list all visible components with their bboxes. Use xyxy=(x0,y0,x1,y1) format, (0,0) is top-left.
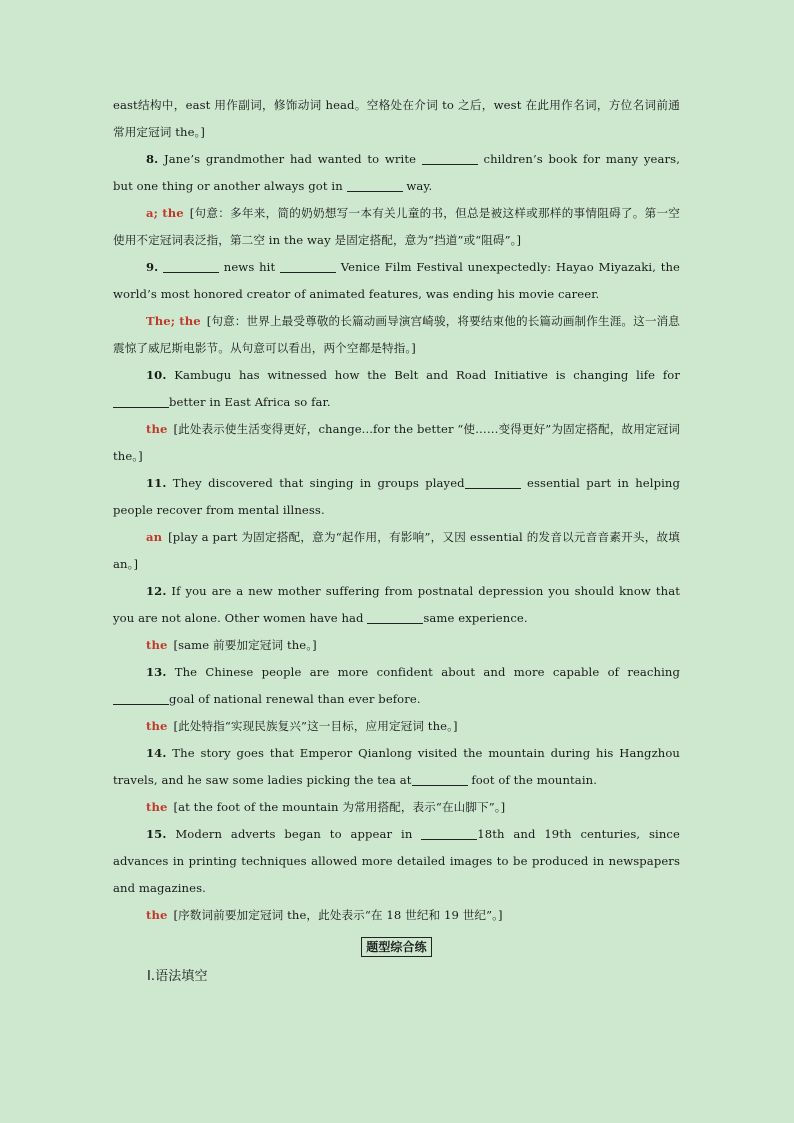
answer-note-continued xyxy=(113,92,680,146)
question-text: goal of national renewal than ever before. xyxy=(169,692,421,706)
subsection-title: Ⅰ.语法填空 xyxy=(147,969,208,984)
question-text: The story goes that Emperor Qianlong visited the mountain during his Hangzhou travels, and he saw some ladies picking the tea at xyxy=(113,746,680,787)
answer-explanation xyxy=(113,713,680,740)
question-number: 14. xyxy=(146,746,167,760)
explanation-text: [序数词前要加定冠词 the，此处表示“在 18 世纪和 19 世纪”。] xyxy=(173,908,503,922)
answer-key: the xyxy=(146,800,168,814)
answer-blank[interactable] xyxy=(280,259,336,273)
answer-blank[interactable] xyxy=(367,610,423,624)
answer-blank[interactable] xyxy=(113,691,169,705)
question-text: essential part in helping people recover from mental illness. xyxy=(113,476,680,517)
answer-explanation xyxy=(113,902,680,929)
question-text: way. xyxy=(402,179,433,193)
question-2 xyxy=(113,254,680,308)
answer-key: The; the xyxy=(146,314,201,328)
explanation-text: [句意：世界上最受尊敬的长篇动画导演宫崎骏，将要结束他的长篇动画制作生涯。这一消息震惊了威尼斯电影节。从句意可以看出，两个空都是特指。] xyxy=(113,314,680,355)
question-text: They discovered that singing in groups played xyxy=(166,476,465,490)
answer-explanation xyxy=(113,524,680,578)
answer-blank[interactable] xyxy=(422,151,478,165)
answer-blank[interactable] xyxy=(163,259,219,273)
question-5 xyxy=(113,578,680,632)
answer-explanation xyxy=(113,632,680,659)
question-3 xyxy=(113,362,680,416)
answer-explanation xyxy=(113,308,680,362)
answer-key: an xyxy=(146,530,163,544)
answer-key: the xyxy=(146,638,168,652)
question-text: The Chinese people are more confident about and more capable of reaching xyxy=(166,665,680,679)
question-text: Modern adverts began to appear in xyxy=(166,827,422,841)
answer-blank[interactable] xyxy=(421,826,477,840)
explanation-text: [此处特指“实现民族复兴”这一目标，应用定冠词 the。] xyxy=(173,719,458,733)
explanation-text: [at the foot of the mountain 为常用搭配，表示“在山脚下”。] xyxy=(173,800,506,814)
answer-explanation xyxy=(113,794,680,821)
answer-key: a; the xyxy=(146,206,184,220)
answer-blank[interactable] xyxy=(347,178,403,192)
question-number: 13. xyxy=(146,665,167,679)
question-6 xyxy=(113,659,680,713)
explanation-text: [句意：多年来，简的奶奶想写一本有关儿童的书，但总是被这样或那样的事情阻碍了。第一空使用不定冠词表泛指，第二空 in the way 是固定搭配，意为“挡道”或“阻碍”。] xyxy=(113,206,680,247)
question-text: Kambugu has witnessed how the Belt and Road Initiative is changing life for xyxy=(166,368,680,382)
section-heading xyxy=(113,934,680,961)
question-number: 15. xyxy=(146,827,167,841)
section-title-text: 题型综合练 xyxy=(361,937,432,957)
question-text: foot of the mountain. xyxy=(467,773,597,787)
question-number: 10. xyxy=(146,368,167,382)
question-text: children’s book for many years, but one thing or another always got in xyxy=(113,152,680,193)
question-text: 18th and 19th centuries, since advances in printing techniques allowed more detailed images to be produced in newspapers and magazines. xyxy=(113,827,680,895)
question-number: 9. xyxy=(146,260,159,274)
question-8 xyxy=(113,821,680,902)
question-4 xyxy=(113,470,680,524)
question-text: east结构中，east 用作副词，修饰动词 head。空格处在介词 to 之后，west 在此用作名词，方位名词前通常用定冠词 the。] xyxy=(113,98,680,139)
question-text: better in East Africa so far. xyxy=(169,395,331,409)
question-text: Jane’s grandmother had wanted to write xyxy=(158,152,422,166)
question-text: If you are a new mother suffering from postnatal depression you should know that you are not alone. Other women have had xyxy=(113,584,680,625)
question-text: Venice Film Festival unexpectedly: Hayao Miyazaki, the world’s most honored creator of animated features, was ending his movie career. xyxy=(113,260,680,301)
question-text: same experience. xyxy=(423,611,528,625)
answer-key: the xyxy=(146,422,168,436)
answer-explanation xyxy=(113,416,680,470)
exercise-content xyxy=(113,92,680,990)
question-1 xyxy=(113,146,680,200)
answer-blank[interactable] xyxy=(113,394,169,408)
question-number: 8. xyxy=(146,152,159,166)
question-7 xyxy=(113,740,680,794)
question-number: 11. xyxy=(146,476,167,490)
answer-key: the xyxy=(146,908,168,922)
explanation-text: [play a part 为固定搭配，意为“起作用，有影响”，又因 essential 的发音以元音音素开头，故填 an。] xyxy=(113,530,680,571)
question-number: 12. xyxy=(146,584,167,598)
explanation-text: [same 前要加定冠词 the。] xyxy=(173,638,317,652)
answer-explanation xyxy=(113,200,680,254)
answer-key: the xyxy=(146,719,168,733)
question-text: news hit xyxy=(219,260,280,274)
explanation-text: [此处表示使生活变得更好，change...for the better “使……变得更好”为固定搭配，故用定冠词 the。] xyxy=(113,422,680,463)
answer-blank[interactable] xyxy=(412,772,468,786)
answer-blank[interactable] xyxy=(465,475,521,489)
